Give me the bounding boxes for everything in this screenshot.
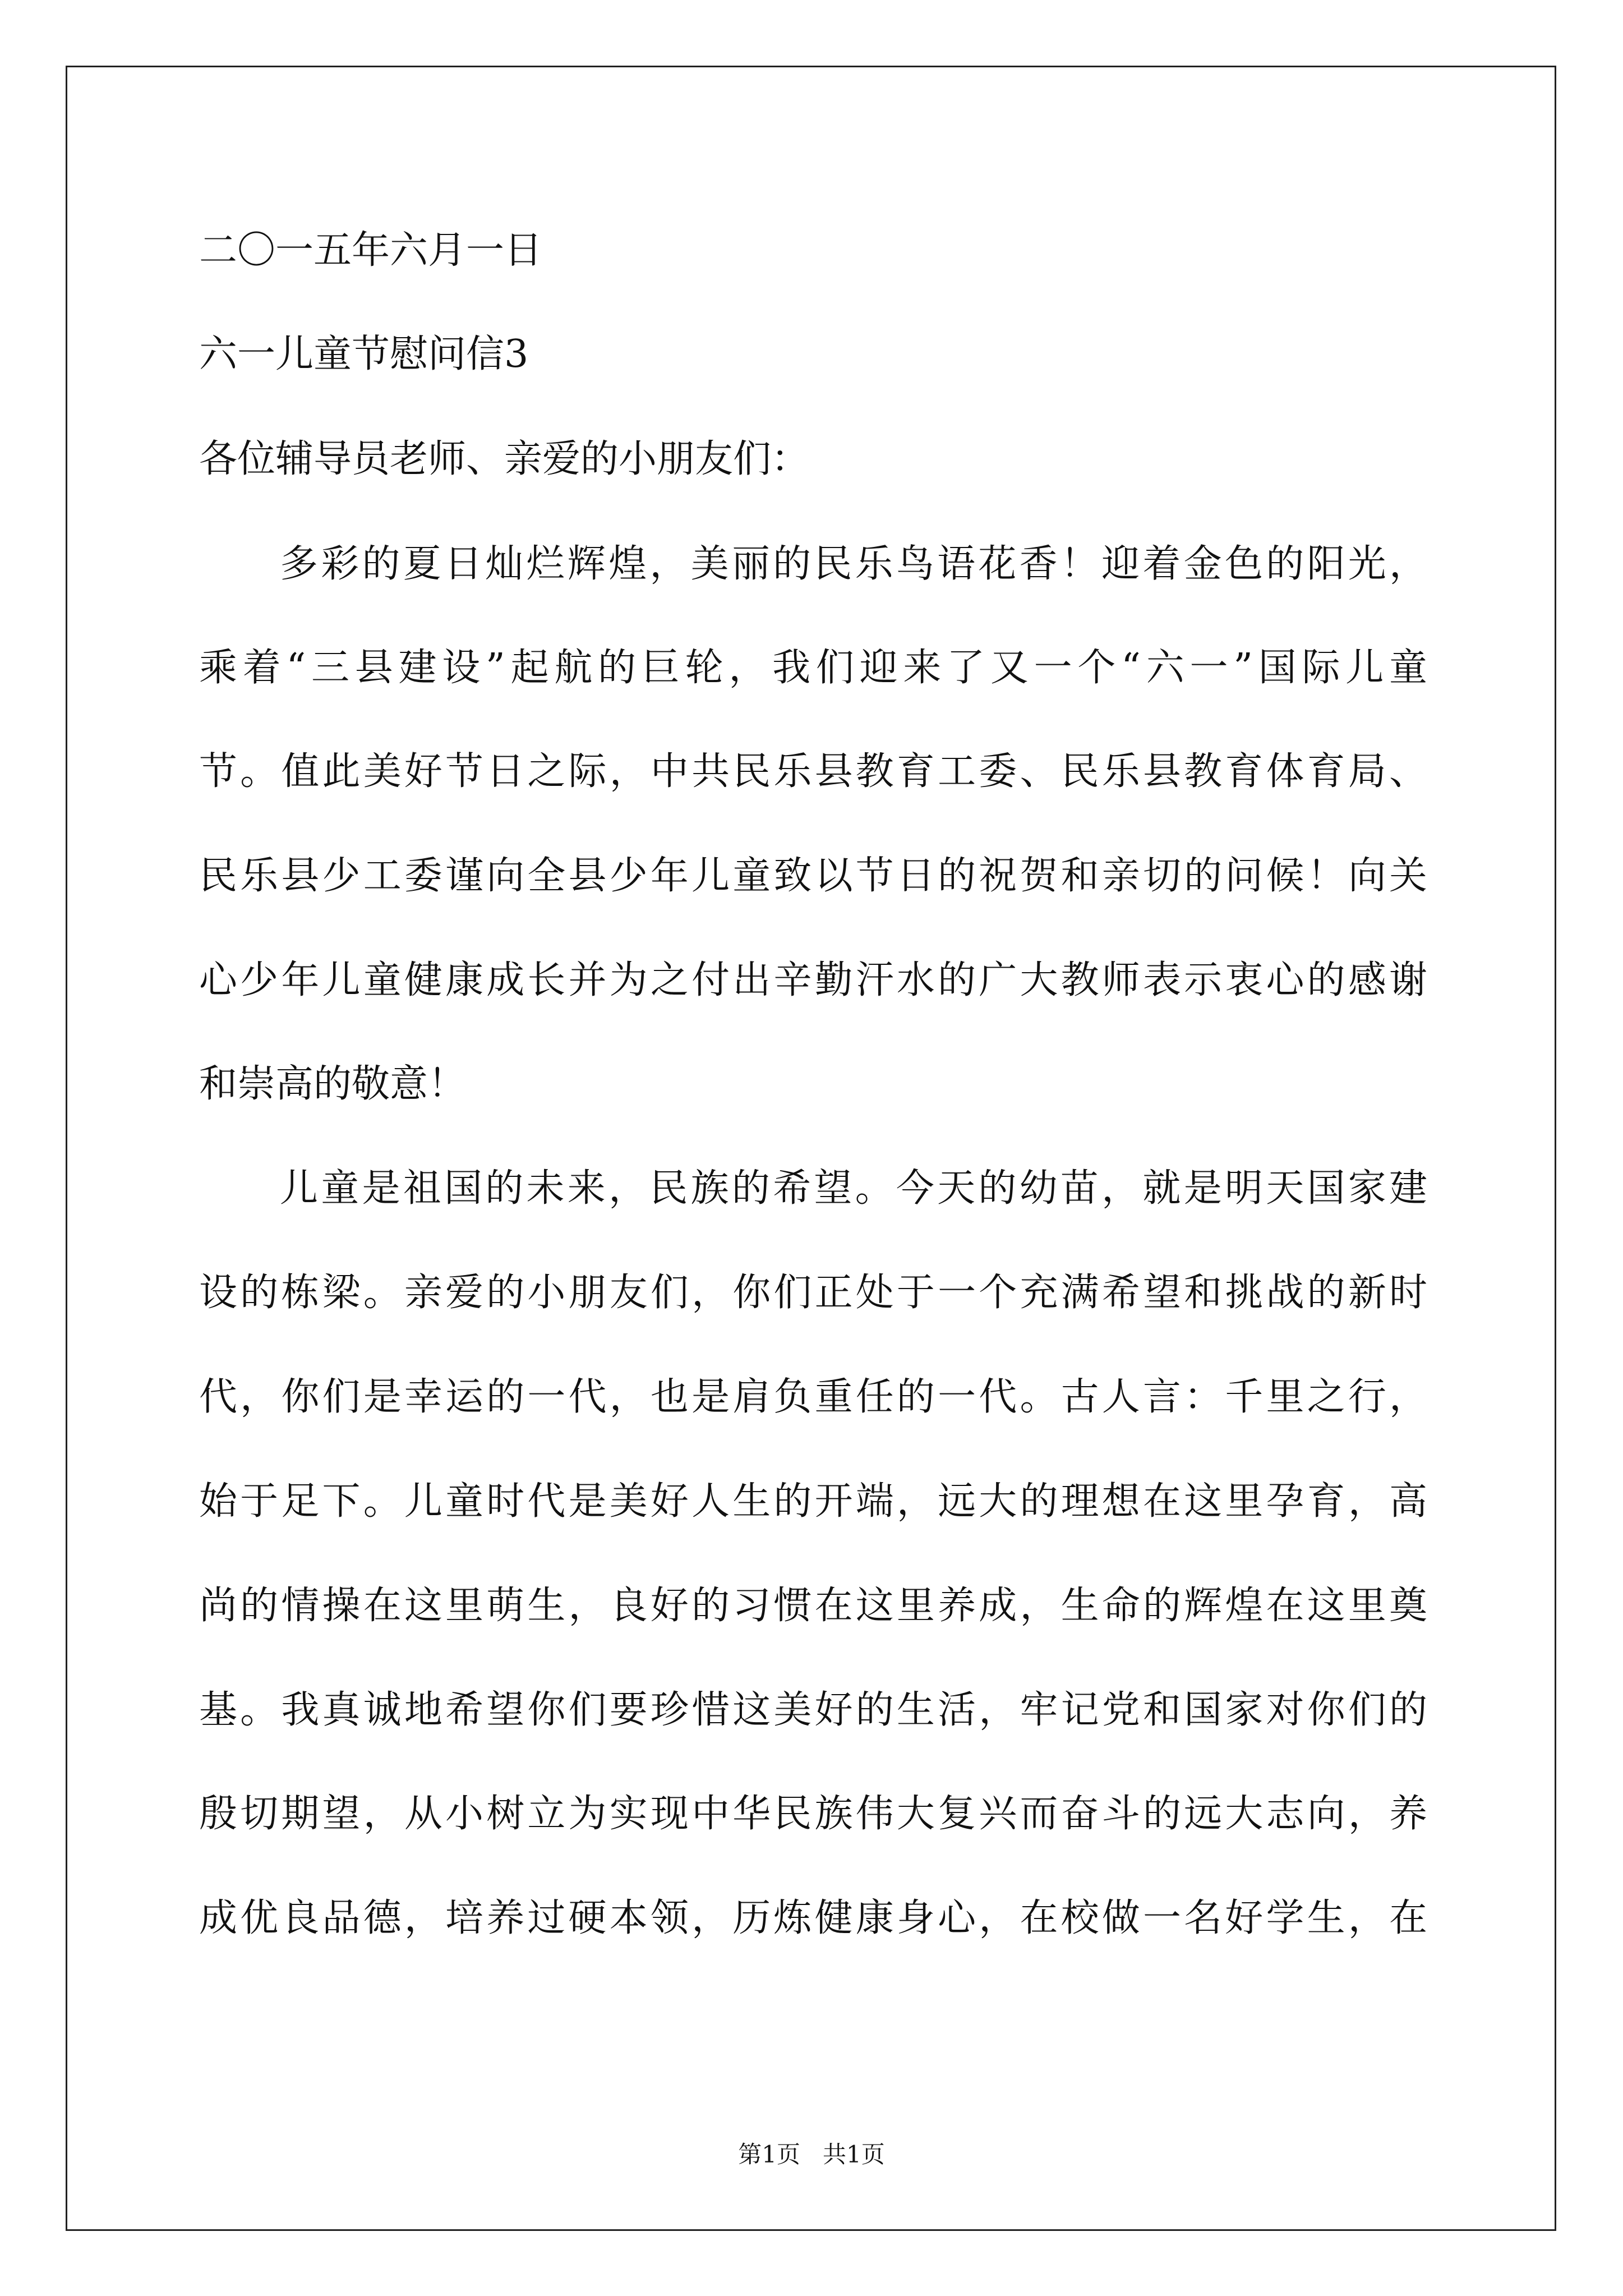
paragraph-line: 尚的情操在这里萌生，良好的习惯在这里养成，生命的辉煌在这里奠 xyxy=(199,1584,1427,1628)
paragraph-line: 和崇高的敬意！ xyxy=(199,1062,467,1106)
paragraph-line: 心少年儿童健康成长并为之付出辛勤汗水的广大教师表示衷心的感谢 xyxy=(199,958,1427,1002)
letter-title: 六一儿童节慰问信3 xyxy=(199,332,529,376)
paragraph-line: 乘着“三县建设”起航的巨轮，我们迎来了又一个“六一”国际儿童 xyxy=(199,646,1427,690)
greeting: 各位辅导员老师、亲爱的小朋友们： xyxy=(199,437,810,481)
paragraph-line: 代，你们是幸运的一代，也是肩负重任的一代。古人言：千里之行， xyxy=(199,1375,1427,1419)
paragraph-line: 节。值此美好节日之际，中共民乐县教育工委、民乐县教育体育局、 xyxy=(199,749,1427,794)
page-footer: 第1页 共1页 xyxy=(738,2141,885,2168)
paragraph-line: 殷切期望，从小树立为实现中华民族伟大复兴而奋斗的远大志向，养 xyxy=(199,1792,1427,1836)
paragraph-line: 多彩的夏日灿烂辉煌，美丽的民乐鸟语花香！迎着金色的阳光， xyxy=(280,542,1427,586)
date-line: 二〇一五年六月一日 xyxy=(199,228,543,273)
paragraph-line: 儿童是祖国的未来，民族的希望。今天的幼苗，就是明天国家建 xyxy=(280,1166,1427,1211)
paragraph-line: 设的栋梁。亲爱的小朋友们，你们正处于一个充满希望和挑战的新时 xyxy=(199,1271,1427,1315)
paragraph-line: 基。我真诚地希望你们要珍惜这美好的生活，牢记党和国家对你们的 xyxy=(199,1688,1427,1732)
paragraph-line: 民乐县少工委谨向全县少年儿童致以节日的祝贺和亲切的问候！向关 xyxy=(199,854,1427,898)
paragraph-line: 始于足下。儿童时代是美好人生的开端，远大的理想在这里孕育，高 xyxy=(199,1479,1427,1524)
paragraph-line: 成优良品德，培养过硬本领，历炼健康身心，在校做一名好学生，在 xyxy=(199,1896,1427,1940)
